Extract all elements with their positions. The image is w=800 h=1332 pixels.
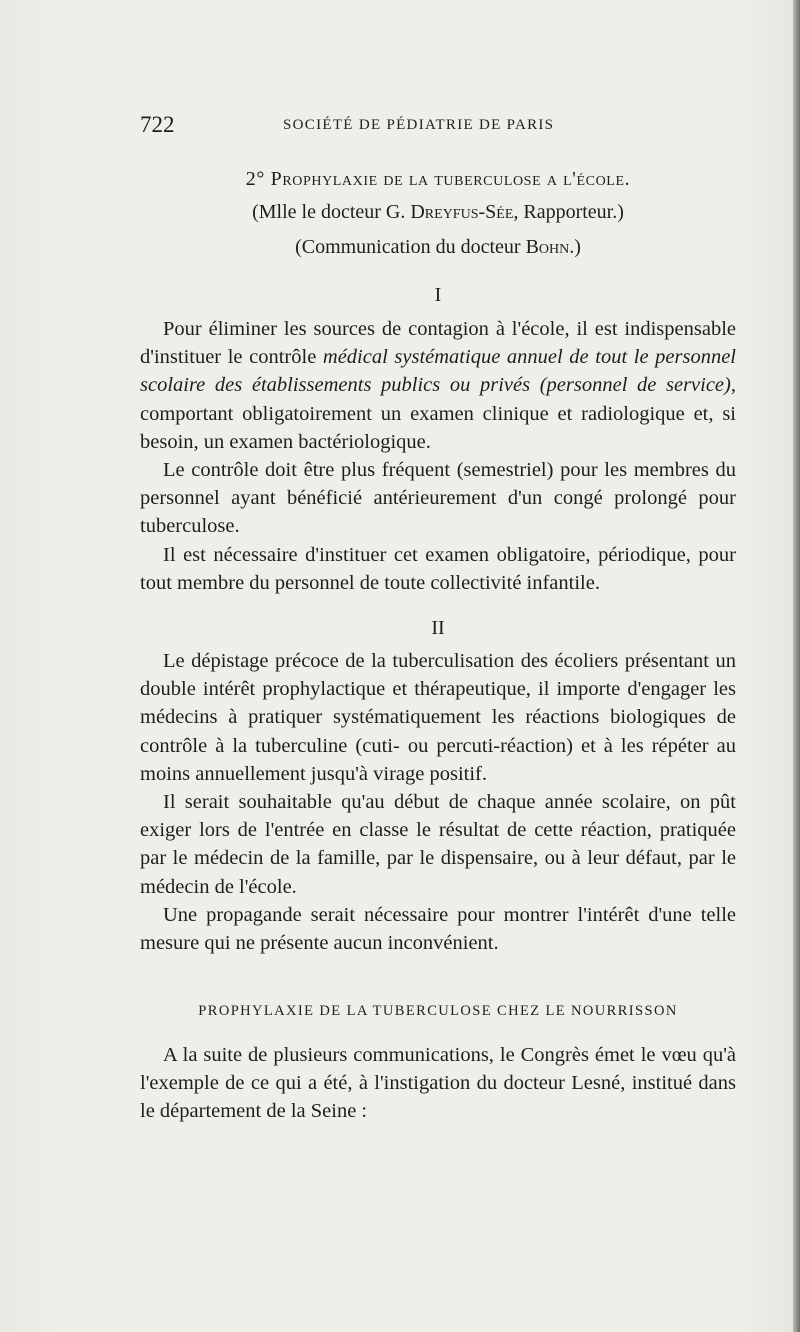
rapporteur-prefix: (Mlle le docteur G. [252, 201, 411, 223]
paragraph: Le contrôle doit être plus fréquent (semestriel) pour les membres du personnel ayant bénéficié antérieurement d'un congé prolongé pour tuberculose. [140, 459, 736, 538]
communication-line [140, 236, 736, 259]
running-header [140, 112, 736, 142]
communication-prefix: (Communication du docteur [295, 236, 526, 258]
part-one-body [140, 315, 736, 597]
paragraph: Il serait souhaitable qu'au début de chaque année scolaire, on pût exiger lors de l'entrée en classe le résultat de cette réaction, pratiquée par le médecin de la famille, par le dispensaire, ou à leur défaut, par le médecin de l'école. [140, 791, 736, 898]
part-two-numeral: II [431, 617, 445, 639]
part-two-body [140, 647, 736, 957]
nourrisson-heading: PROPHYLAXIE DE LA TUBERCULOSE CHEZ LE NOURRISSON [198, 1003, 678, 1019]
rapporteur-line [140, 201, 736, 224]
paragraph: A la suite de plusieurs communications, le Congrès émet le vœu qu'à l'exemple de ce qui a été, à l'instigation du docteur Lesné, institué dans le département de la Seine : [140, 1044, 736, 1123]
paragraph: Une propagande serait nécessaire pour montrer l'intérêt d'une telle mesure qui ne présente aucun inconvénient. [140, 903, 736, 955]
communication-suffix: .) [569, 236, 581, 258]
paragraph-text: Pour éliminer les sources de contagion à l'école, il est indispensable d'instituer le contrôle [140, 318, 736, 369]
page-number: 722 [140, 112, 175, 137]
rapporteur-name: Dreyfus-Sée [410, 201, 514, 223]
nourrisson-body [140, 1041, 736, 1126]
communication-name: Bohn [525, 236, 570, 258]
running-title: SOCIÉTÉ DE PÉDIATRIE DE PARIS [283, 117, 555, 133]
page-edge-shadow [793, 0, 800, 1332]
paragraph [140, 315, 736, 456]
paragraph-italic-text: médical systématique annuel de tout le personnel scolaire des établissements publics ou privés (personnel de service) [140, 346, 736, 397]
paragraph-text: , comportant obligatoirement un examen clinique et radiologique et, si besoin, un examen bactériologique. [140, 374, 736, 453]
rapporteur-suffix: , Rapporteur.) [513, 201, 624, 223]
section-title: 2° Prophylaxie de la tuberculose a l'école. [245, 168, 631, 190]
paragraph: Le dépistage précoce de la tuberculisation des écoliers présentant un double intérêt prophylactique et thérapeutique, il importe d'engager les médecins à pratiquer systématiquement les réactions biologiques de contrôle à la tuberculine (cuti- ou percuti-réaction) et à les répéter au moins annuellement jusqu'à virage positif. [140, 650, 736, 785]
part-one-numeral: I [434, 284, 442, 306]
paragraph: Il est nécessaire d'instituer cet examen obligatoire, périodique, pour tout membre du personnel de toute collectivité infantile. [140, 543, 736, 594]
